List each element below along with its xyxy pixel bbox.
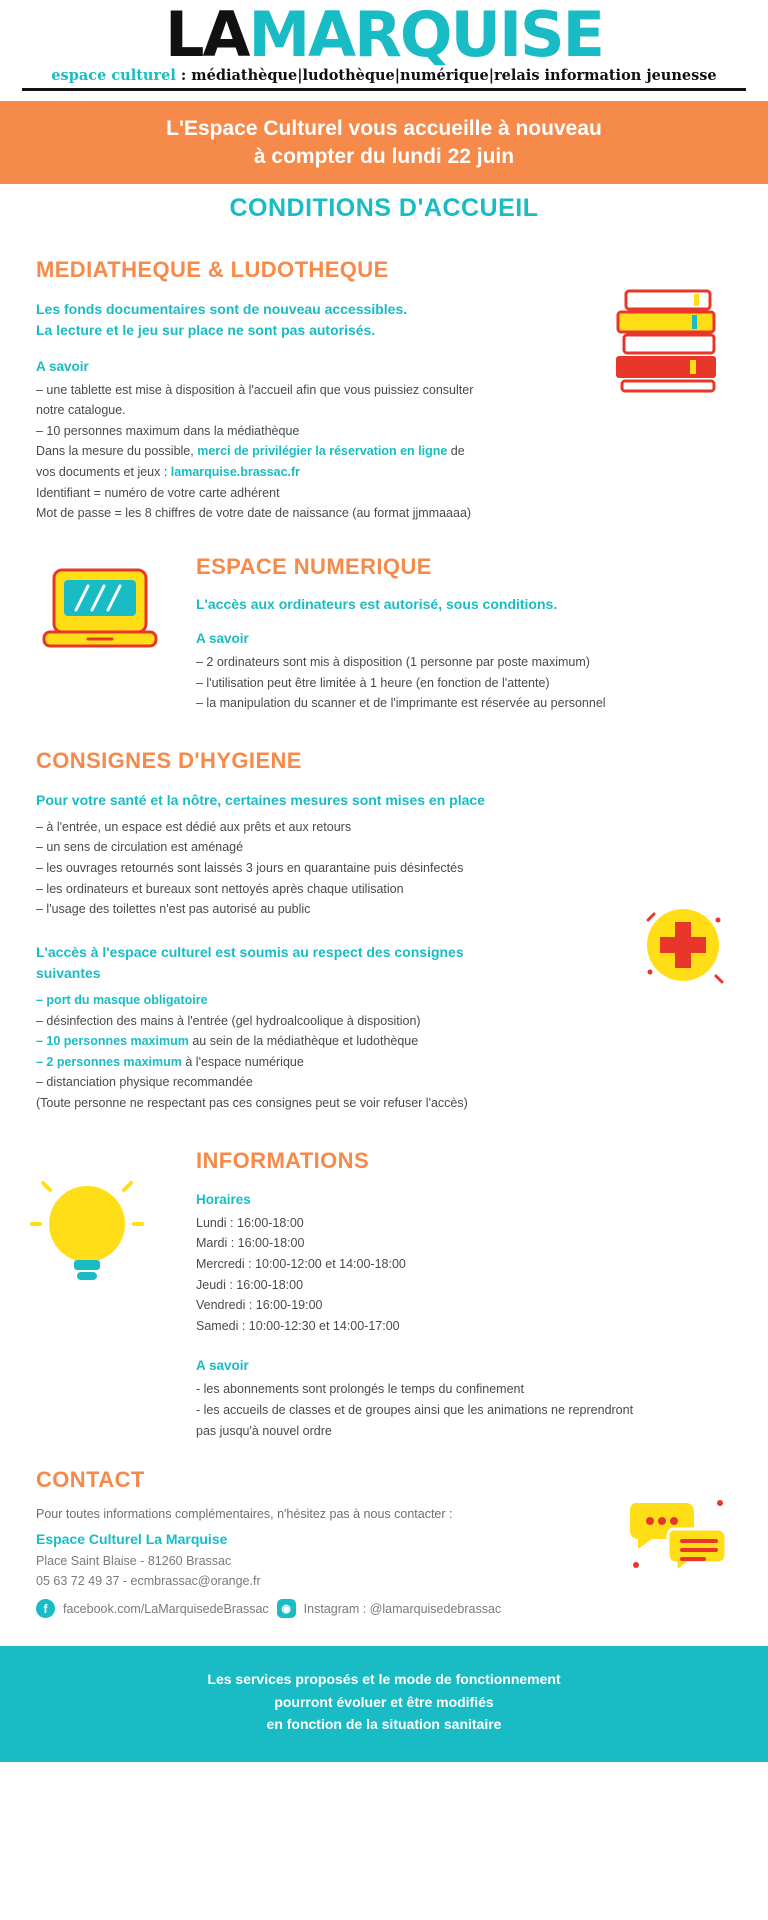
hygiene-cond-3-bold: – 10 personnes maximum	[36, 1034, 189, 1049]
mediatheque-bullet-5: Identifiant = numéro de votre carte adhérent	[36, 485, 280, 500]
mediatheque-bullet-4	[36, 462, 732, 483]
numerique-bullet-3: – la manipulation du scanner et de l'imprimante est réservée au personnel	[196, 696, 606, 711]
section-contact	[0, 1441, 768, 1618]
logo-subtitle-prefix: espace culturel	[51, 66, 176, 84]
logo-subtitle-rest: : médiathèque|ludothèque|numérique|relais information jeunesse	[175, 66, 717, 84]
hygiene-conditions	[36, 990, 732, 1114]
hygiene-cond-2: – désinfection des mains à l'entrée (gel hydroalcoolique à disposition)	[36, 1013, 421, 1028]
mediatheque-bullet-1: – une tablette est mise à disposition à l'accueil afin que vous puissiez consulter	[36, 382, 474, 397]
hygiene-heading: CONSIGNES D'HYGIENE	[36, 747, 302, 773]
contact-heading: CONTACT	[36, 1467, 145, 1493]
hygiene-lead-2b: suivantes	[36, 964, 101, 981]
books-icon	[608, 285, 728, 395]
facebook-icon[interactable]: f	[36, 1599, 55, 1618]
mediatheque-bullet-6: Mot de passe = les 8 chiffres de votre date de naissance (au format jjmmaaaa)	[36, 506, 472, 521]
logo-title-marquise: MARQUISE	[248, 0, 604, 71]
hygiene-cond-3-rest: au sein de la médiathèque et ludothèque	[188, 1034, 419, 1049]
mediatheque-website-link[interactable]: lamarquise.brassac.fr	[170, 465, 301, 480]
mediatheque-bullet-3-pre: Dans la mesure du possible,	[36, 444, 198, 459]
logo-divider	[22, 88, 746, 91]
footer-line-2: pourront évoluer et être modifiés	[274, 1693, 494, 1710]
mediatheque-bullet-2: – 10 personnes maximum dans la médiathèque	[36, 423, 300, 438]
hygiene-cond-1	[36, 990, 732, 1011]
mediatheque-bullet-3	[36, 441, 732, 462]
informations-notes	[196, 1379, 732, 1441]
hygiene-lead-2a: L'accès à l'espace culturel est soumis au respect des consignes	[36, 943, 464, 960]
horaire-item: Samedi : 10:00-12:30 et 14:00-17:00	[196, 1318, 400, 1333]
numerique-bullet-2: – l'utilisation peut être limitée à 1 heure (en fonction de l'attente)	[196, 675, 550, 690]
horaires-title: Horaires	[196, 1191, 251, 1207]
mediatheque-heading: MEDIATHEQUE & LUDOTHEQUE	[36, 256, 389, 282]
numerique-details	[196, 652, 732, 714]
section-informations	[0, 1114, 768, 1442]
numerique-asavoir-title: A savoir	[196, 630, 249, 646]
mediatheque-bullet-4-pre: vos documents et jeux :	[36, 465, 171, 480]
section-mediatheque	[0, 223, 768, 524]
hygiene-cond-6: (Toute personne ne respectant pas ces consignes peut se voir refuser l'accès)	[36, 1096, 468, 1111]
mediatheque-bullet-1b: notre catalogue.	[36, 403, 126, 418]
hygiene-cond-5: – distanciation physique recommandée	[36, 1075, 253, 1090]
informations-note-3: pas jusqu'à nouvel ordre	[196, 1423, 332, 1438]
informations-asavoir-title: A savoir	[196, 1358, 249, 1374]
hygiene-bullet-4: – les ordinateurs et bureaux sont nettoyés après chaque utilisation	[36, 881, 404, 896]
informations-note-1: - les abonnements sont prolongés le temps du confinement	[196, 1382, 524, 1397]
section-espace-numerique	[0, 524, 768, 714]
speech-bubbles-icon	[628, 1489, 728, 1579]
hygiene-bullet-5: – l'usage des toilettes n'est pas autorisé au public	[36, 902, 311, 917]
hygiene-bullet-3: – les ouvrages retournés sont laissés 3 jours en quarantaine puis désinfectés	[36, 861, 464, 876]
instagram-icon[interactable]: ◉	[277, 1599, 296, 1618]
hygiene-bullet-2: – un sens de circulation est aménagé	[36, 840, 244, 855]
footer-note	[0, 1646, 768, 1761]
mediatheque-asavoir-title: A savoir	[36, 358, 89, 374]
hygiene-cond-4	[36, 1052, 732, 1073]
hygiene-cond-1-bold: – port du masque obligatoire	[36, 992, 208, 1007]
numerique-heading: ESPACE NUMERIQUE	[196, 553, 432, 579]
horaire-item: Mardi : 16:00-18:00	[196, 1236, 305, 1251]
mediatheque-lead-1: Les fonds documentaires sont de nouveau accessibles.	[36, 300, 408, 317]
horaires-list	[196, 1213, 732, 1337]
contact-socials	[36, 1599, 732, 1618]
numerique-bullet-1: – 2 ordinateurs sont mis à disposition (1 personne par poste maximum)	[196, 654, 590, 669]
numerique-lead: L'accès aux ordinateurs est autorisé, sous conditions.	[196, 595, 558, 612]
horaire-item: Mercredi : 10:00-12:00 et 14:00-18:00	[196, 1256, 406, 1271]
contact-phone-email[interactable]: 05 63 72 49 37 - ecmbrassac@orange.fr	[36, 1574, 261, 1589]
informations-heading: INFORMATIONS	[196, 1147, 370, 1173]
logo-header	[0, 0, 768, 91]
informations-note-2: - les accueils de classes et de groupes ainsi que les animations ne reprendront	[196, 1403, 634, 1418]
announcement-banner	[0, 101, 768, 184]
logo-subtitle	[12, 67, 756, 84]
contact-organisation-name: Espace Culturel La Marquise	[36, 1531, 228, 1548]
contact-address: Place Saint Blaise - 81260 Brassac	[36, 1554, 232, 1569]
horaire-item: Lundi : 16:00-18:00	[196, 1215, 304, 1230]
mediatheque-bullet-3-bold: merci de privilégier la réservation en ligne	[197, 444, 448, 459]
hygiene-bullet-1: – à l'entrée, un espace est dédié aux prêts et aux retours	[36, 819, 352, 834]
horaire-item: Jeudi : 16:00-18:00	[196, 1277, 304, 1292]
numerique-content	[196, 554, 732, 714]
banner-line-1: L'Espace Culturel vous accueille à nouveau	[166, 116, 602, 140]
logo-title	[12, 0, 756, 71]
hygiene-lead: Pour votre santé et la nôtre, certaines mesures sont mises en place	[36, 791, 485, 808]
hygiene-lead-2	[36, 942, 732, 984]
facebook-handle[interactable]: facebook.com/LaMarquisedeBrassac	[63, 1601, 269, 1616]
laptop-icon	[40, 562, 160, 662]
hygiene-cond-4-rest: à l'espace numérique	[181, 1054, 304, 1069]
instagram-handle[interactable]: Instagram : @lamarquisedebrassac	[303, 1601, 502, 1616]
footer-line-1: Les services proposés et le mode de fonctionnement	[207, 1671, 561, 1688]
first-aid-icon	[640, 902, 726, 988]
mediatheque-lead-2: La lecture et le jeu sur place ne sont pas autorisés.	[36, 321, 376, 338]
mediatheque-details	[36, 380, 732, 524]
horaire-item: Vendredi : 16:00-19:00	[196, 1298, 323, 1313]
logo-title-la: LA	[164, 0, 249, 71]
bottom-spacer	[0, 1762, 768, 1852]
section-consignes-hygiene	[0, 714, 768, 1114]
hygiene-measures	[36, 817, 732, 920]
informations-content	[196, 1148, 732, 1442]
contact-intro: Pour toutes informations complémentaires, n'hésitez pas à nous contacter :	[36, 1507, 453, 1522]
conditions-title: CONDITIONS D'ACCUEIL	[229, 193, 539, 222]
hygiene-cond-3	[36, 1031, 732, 1052]
banner-line-2: à compter du lundi 22 juin	[253, 145, 515, 169]
lightbulb-icon	[30, 1174, 145, 1294]
hygiene-cond-4-bold: – 2 personnes maximum	[36, 1054, 182, 1069]
footer-line-3: en fonction de la situation sanitaire	[266, 1716, 502, 1733]
mediatheque-bullet-3-post: de	[447, 444, 465, 459]
